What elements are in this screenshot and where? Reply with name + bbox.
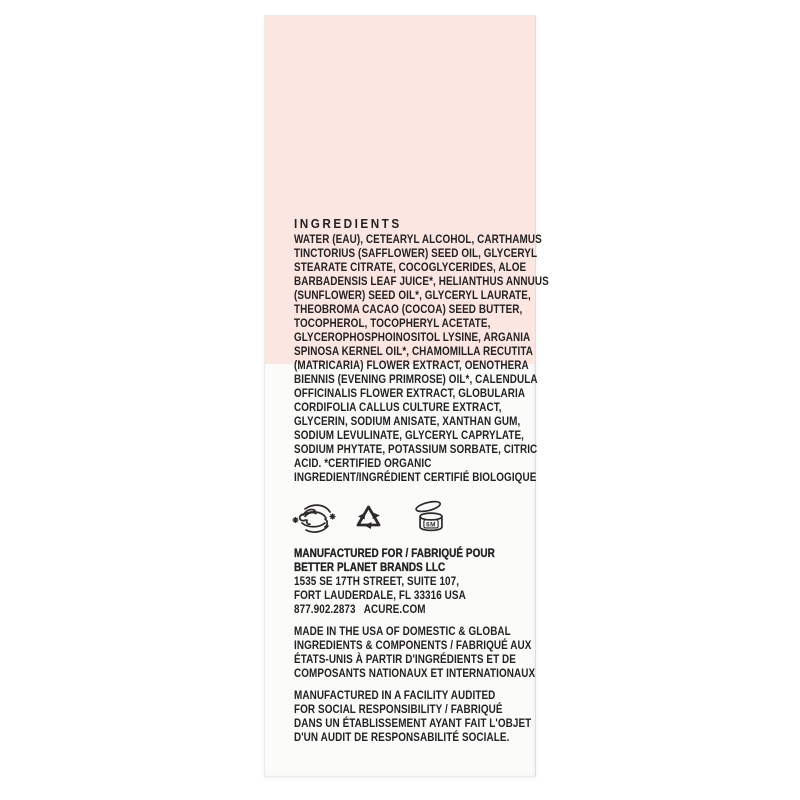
ingredients-line: BIENNIS (EVENING PRIMROSE) OIL*, CALENDULA bbox=[294, 372, 538, 386]
made-in-line: COMPOSANTS NATIONAUX ET INTERNATIONAUX bbox=[294, 666, 536, 680]
ingredients-line: TINCTORIUS (SAFFLOWER) SEED OIL, GLYCERYL bbox=[294, 246, 538, 260]
facility-line: MANUFACTURED IN A FACILITY AUDITED bbox=[294, 688, 496, 702]
pao-duration-label: 6M bbox=[426, 521, 436, 529]
leaping-bunny-icon bbox=[291, 502, 337, 536]
ingredients-list bbox=[294, 232, 597, 484]
certification-icons-row bbox=[291, 498, 461, 538]
facility-line: DANS UN ÉTABLISSEMENT AYANT FAIT L'OBJET bbox=[294, 716, 532, 730]
ingredients-line: SODIUM LEVULINATE, GLYCERYL CAPRYLATE, bbox=[294, 428, 525, 442]
facility-audit-block bbox=[294, 688, 577, 744]
manufacturer-line: 877.902.2873 ACURE.COM bbox=[294, 602, 426, 616]
ingredients-line: STEARATE CITRATE, COCOGLYCERIDES, ALOE bbox=[294, 260, 527, 274]
ingredients-line: GLYCERIN, SODIUM ANISATE, XANTHAN GUM, bbox=[294, 414, 521, 428]
made-in-line: MADE IN THE USA OF DOMESTIC & GLOBAL bbox=[294, 624, 511, 638]
made-in-block bbox=[294, 624, 581, 680]
ingredients-line: GLYCEROPHOSPHOINOSITOL LYSINE, ARGANIA bbox=[294, 330, 531, 344]
ingredients-heading: INGREDIENTS bbox=[294, 216, 402, 231]
period-after-opening-icon bbox=[409, 498, 453, 536]
made-in-line: ÉTATS-UNIS À PARTIR D'INGRÉDIENTS ET DE bbox=[294, 652, 516, 666]
facility-line: FOR SOCIAL RESPONSIBILITY / FABRIQUÉ bbox=[294, 702, 503, 716]
manufacturer-line: BETTER PLANET BRANDS LLC bbox=[294, 560, 446, 574]
manufacturer-block bbox=[294, 546, 533, 616]
recycle-icon bbox=[352, 501, 385, 535]
ingredients-line: THEOBROMA CACAO (COCOA) SEED BUTTER, bbox=[294, 302, 523, 316]
ingredients-line: (SUNFLOWER) SEED OIL*, GLYCERYL LAURATE, bbox=[294, 288, 531, 302]
ingredients-line: TOCOPHEROL, TOCOPHERYL ACETATE, bbox=[294, 316, 491, 330]
product-box-back-panel bbox=[264, 15, 549, 777]
ingredients-line: (MATRICARIA) FLOWER EXTRACT, OENOTHERA bbox=[294, 358, 529, 372]
ingredients-line: WATER (EAU), CETEARYL ALCOHOL, CARTHAMUS bbox=[294, 232, 542, 246]
manufacturer-line: 1535 SE 17TH STREET, SUITE 107, bbox=[294, 574, 460, 588]
ingredients-line: ACID. *CERTIFIED ORGANIC bbox=[294, 456, 432, 470]
ingredients-line: SPINOSA KERNEL OIL*, CHAMOMILLA RECUTITA bbox=[294, 344, 533, 358]
ingredients-line: OFFICINALIS FLOWER EXTRACT, GLOBULARIA bbox=[294, 386, 526, 400]
ingredients-line: INGREDIENT/INGRÉDIENT CERTIFIÉ BIOLOGIQUE bbox=[294, 470, 537, 484]
ingredients-line: CORDIFOLIA CALLUS CULTURE EXTRACT, bbox=[294, 400, 502, 414]
manufacturer-line: MANUFACTURED FOR / FABRIQUÉ POUR bbox=[294, 546, 495, 560]
made-in-line: INGREDIENTS & COMPONENTS / FABRIQUÉ AUX bbox=[294, 638, 532, 652]
facility-line: D'UN AUDIT DE RESPONSABILITÉ SOCIALE. bbox=[294, 730, 510, 744]
ingredients-line: SODIUM PHYTATE, POTASSIUM SORBATE, CITRIC bbox=[294, 442, 538, 456]
ingredients-line: BARBADENSIS LEAF JUICE*, HELIANTHUS ANNUUS bbox=[294, 274, 549, 288]
manufacturer-line: FORT LAUDERDALE, FL 33316 USA bbox=[294, 588, 466, 602]
